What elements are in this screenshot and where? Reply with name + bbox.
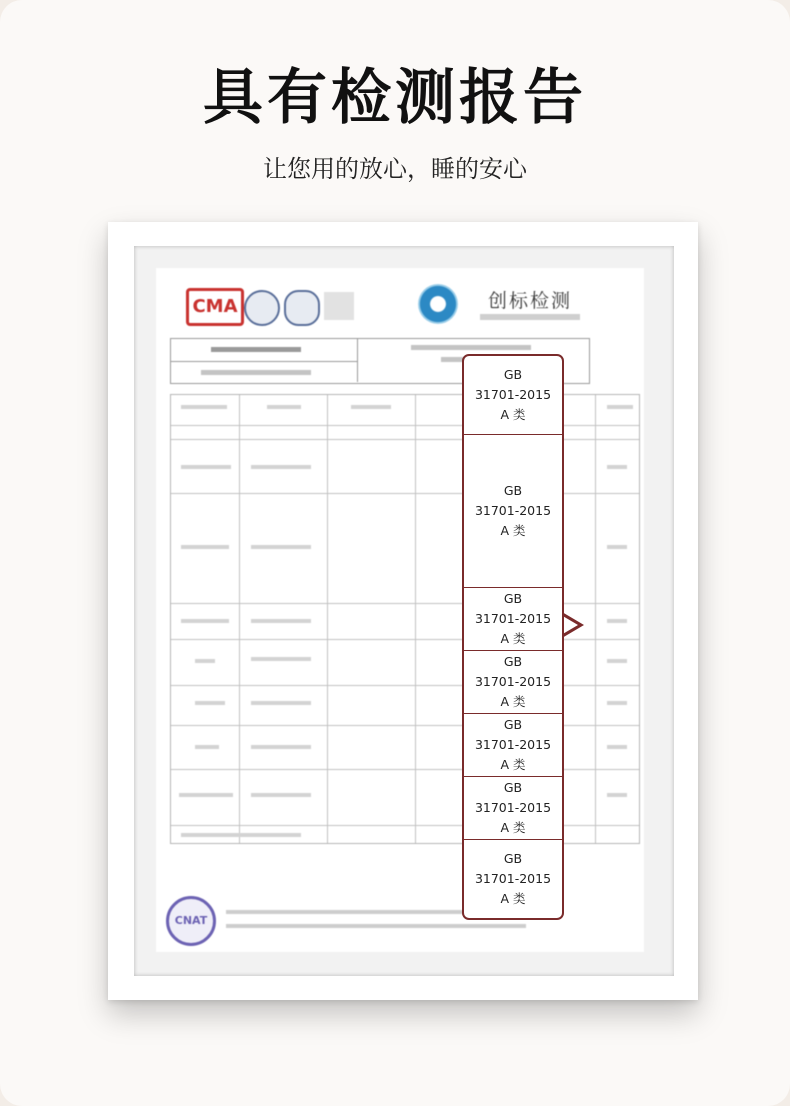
cnas-logo — [284, 290, 320, 326]
report-date-text — [201, 370, 311, 375]
lab-name: 创标检测 — [488, 290, 573, 312]
test-item-text — [195, 659, 215, 663]
cnat-seal: CNAT — [166, 896, 216, 946]
row-divider — [171, 725, 639, 726]
standard-prefix: GB — [503, 483, 523, 498]
standard-prefix: GB — [503, 717, 523, 732]
result-text — [607, 793, 627, 797]
callout-segment — [464, 651, 562, 713]
standard-prefix: GB — [503, 591, 523, 606]
standard-text — [251, 657, 311, 661]
standard-number: 31701-2015 — [474, 611, 552, 626]
standard-class: A 类 — [500, 757, 526, 772]
page-subtitle: 让您用的放心，睡的安心 — [263, 155, 527, 183]
test-item-text — [195, 745, 219, 749]
standard-callout — [462, 354, 564, 920]
col-divider — [595, 395, 596, 843]
column-header-text — [181, 405, 227, 409]
standard-class: A 类 — [500, 820, 526, 835]
result-text — [607, 465, 627, 469]
standard-prefix: GB — [503, 851, 523, 866]
result-text — [607, 745, 627, 749]
result-text — [607, 659, 627, 663]
summary-row-text — [181, 833, 301, 837]
row-divider — [171, 825, 639, 826]
standard-class: A 类 — [500, 631, 526, 646]
test-item-text — [179, 793, 233, 797]
column-header-text — [351, 405, 391, 409]
test-report-document — [156, 268, 644, 952]
footer-text — [226, 924, 526, 928]
callout-segment — [464, 777, 562, 839]
row-divider — [171, 639, 639, 640]
callout-segment — [464, 840, 562, 918]
row-divider — [171, 603, 639, 604]
result-text — [607, 619, 627, 623]
row-divider — [171, 439, 639, 440]
standard-prefix: GB — [503, 654, 523, 669]
callout-segment — [464, 435, 562, 587]
standard-text — [251, 619, 311, 623]
callout-segment — [464, 356, 562, 434]
client-text — [411, 345, 531, 350]
lab-emblem-icon — [418, 284, 458, 324]
standard-prefix: GB — [503, 780, 523, 795]
standard-number: 31701-2015 — [474, 871, 552, 886]
standard-class: A 类 — [500, 523, 526, 538]
standard-number: 31701-2015 — [474, 674, 552, 689]
col-divider — [415, 395, 416, 843]
col-divider — [239, 395, 240, 843]
ilac-logo — [244, 290, 280, 326]
row-divider — [171, 425, 639, 426]
standard-number: 31701-2015 — [474, 800, 552, 815]
report-number-label — [211, 347, 301, 352]
standard-text — [251, 465, 311, 469]
standard-number: 31701-2015 — [474, 503, 552, 518]
accreditation-mark — [324, 292, 354, 320]
col-divider — [327, 395, 328, 843]
footer-text — [226, 910, 486, 914]
standard-class: A 类 — [500, 694, 526, 709]
test-item-text — [195, 701, 225, 705]
standard-text — [251, 701, 311, 705]
test-item-text — [181, 619, 229, 623]
standard-class: A 类 — [500, 407, 526, 422]
standard-number: 31701-2015 — [474, 387, 552, 402]
row-divider — [171, 685, 639, 686]
callout-segment — [464, 714, 562, 776]
row-divider — [171, 769, 639, 770]
page-title: 具有检测报告 — [203, 63, 587, 133]
standard-class: A 类 — [500, 891, 526, 906]
column-header-text — [267, 405, 301, 409]
test-item-text — [181, 545, 229, 549]
result-text — [607, 701, 627, 705]
row-divider — [171, 493, 639, 494]
standard-text — [251, 745, 311, 749]
callout-segment — [464, 588, 562, 650]
standard-number: 31701-2015 — [474, 737, 552, 752]
test-item-text — [181, 465, 231, 469]
result-text — [607, 545, 627, 549]
standard-text — [251, 793, 311, 797]
lab-subtitle-text — [480, 314, 580, 320]
standard-text — [251, 545, 311, 549]
standard-prefix: GB — [503, 367, 523, 382]
cma-logo: CMA — [186, 288, 244, 326]
column-header-text — [607, 405, 633, 409]
